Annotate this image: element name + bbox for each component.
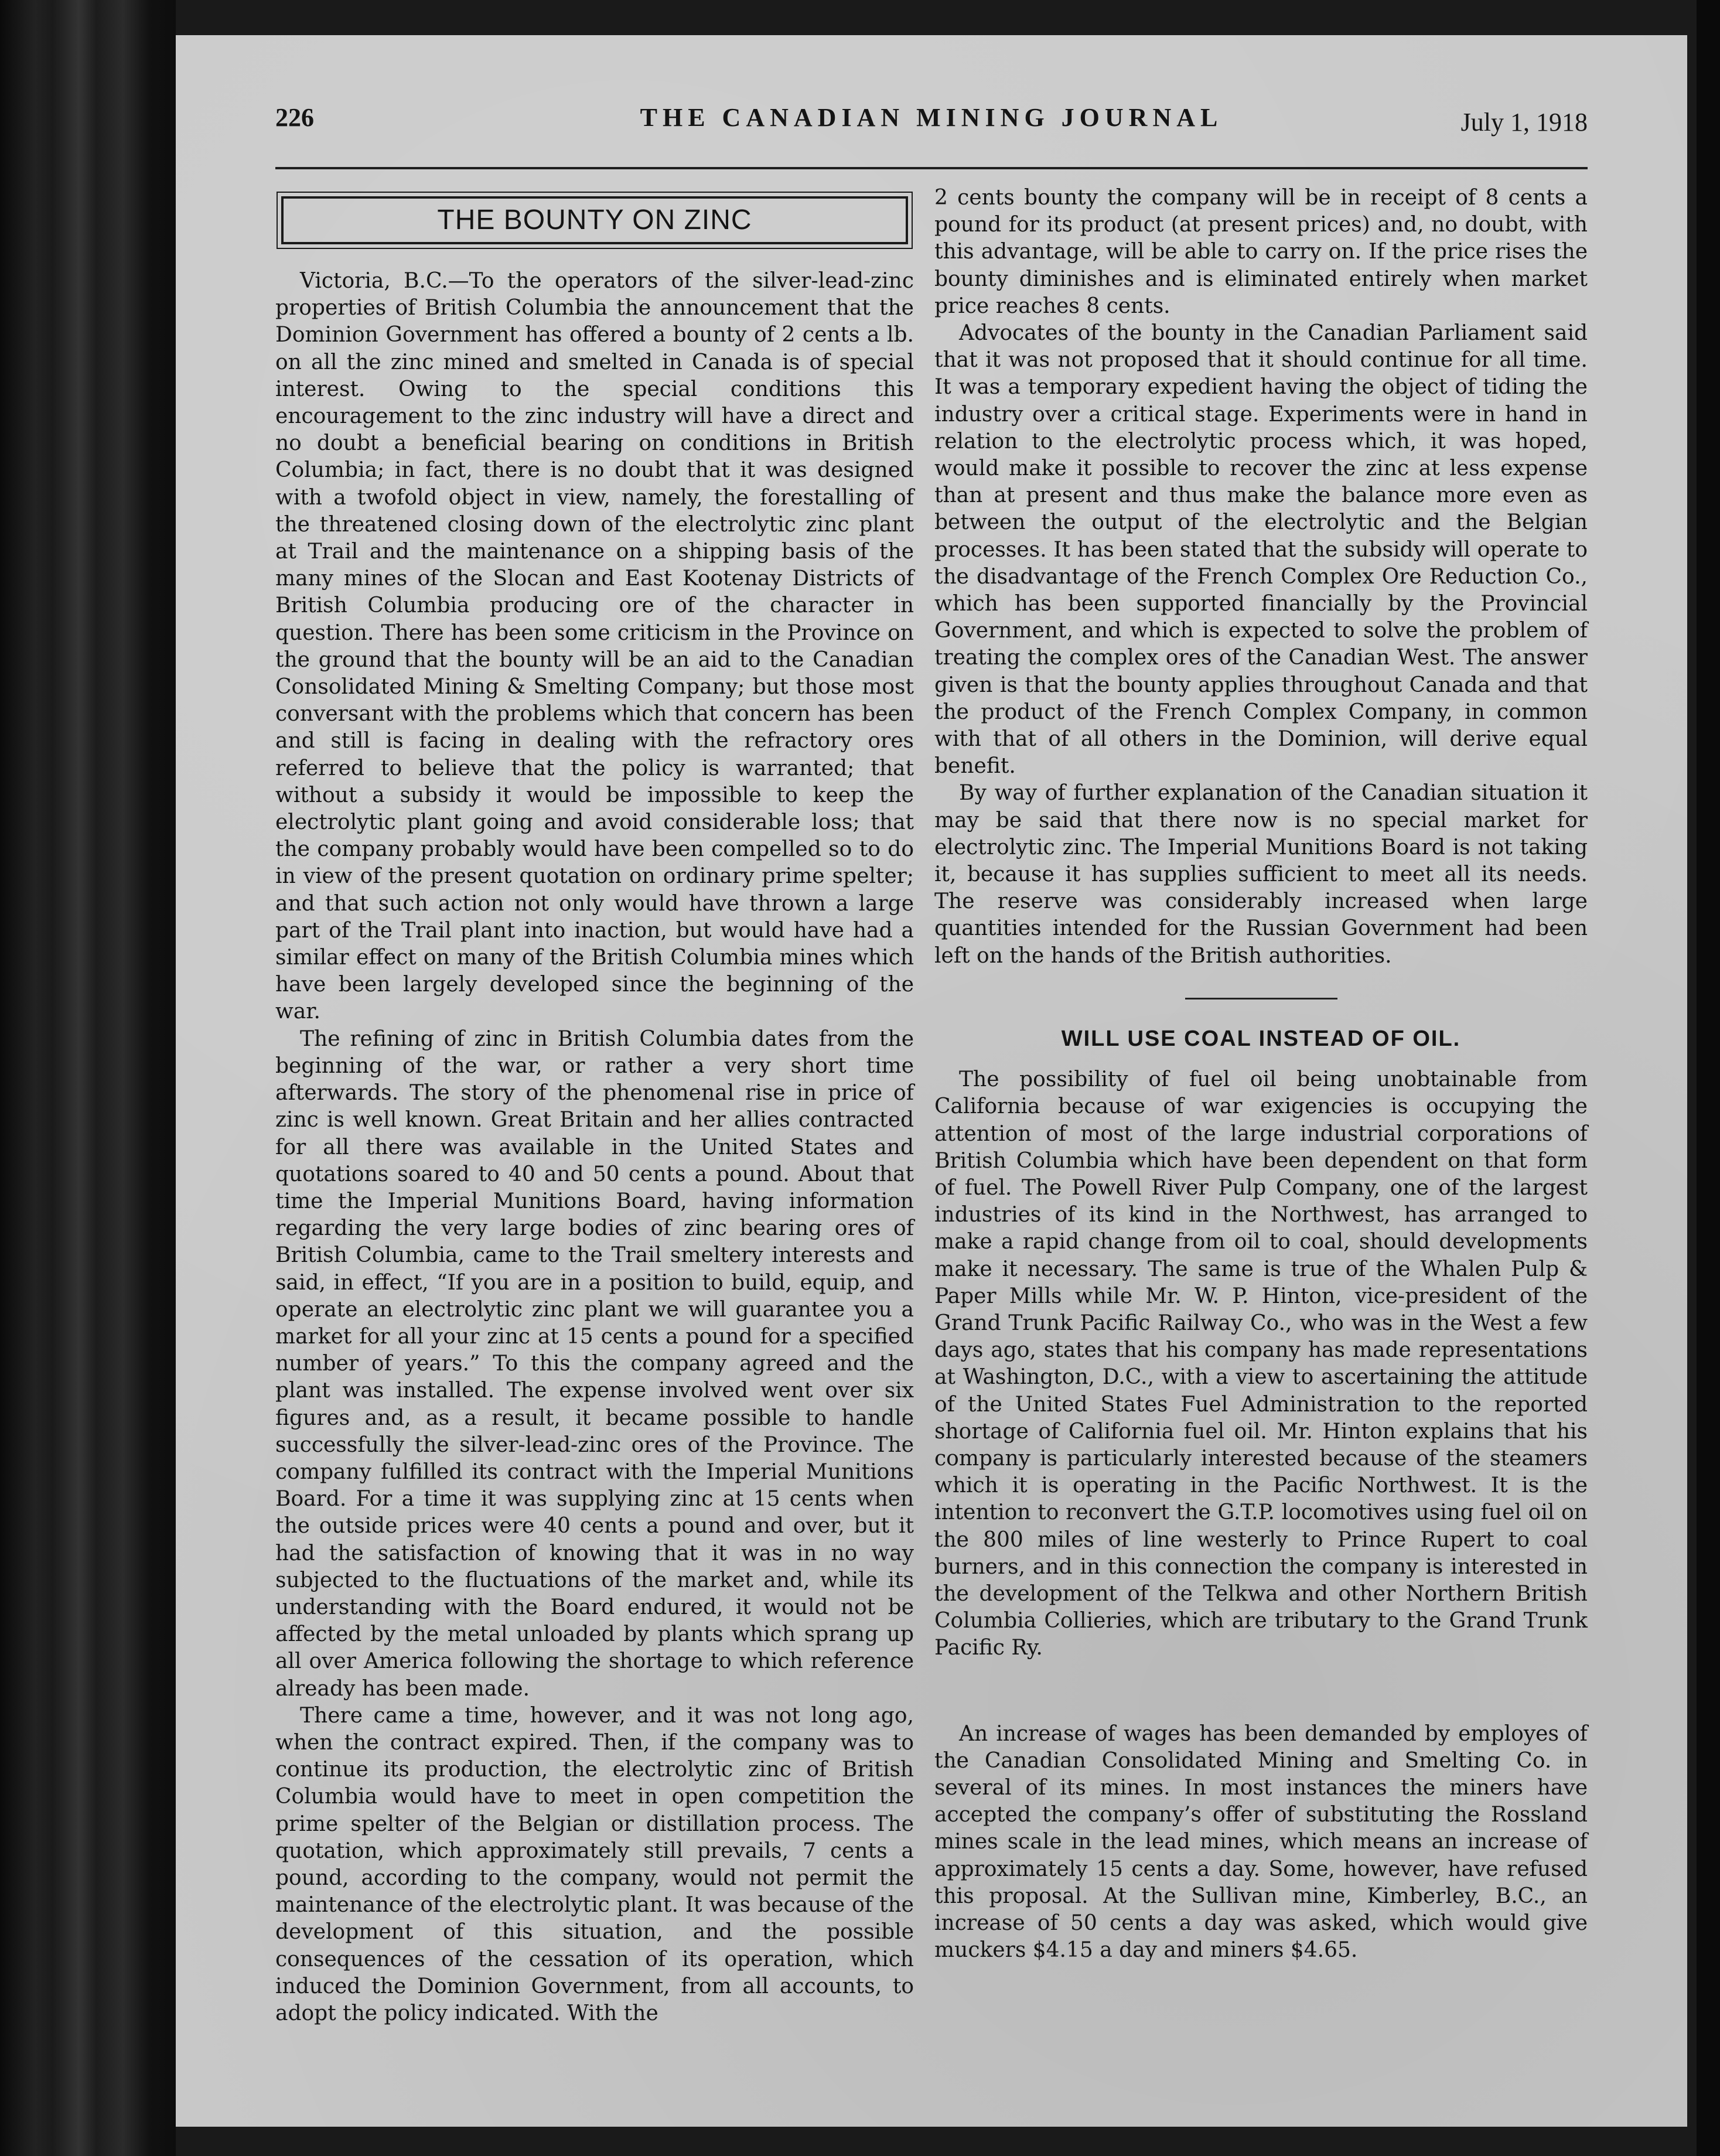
running-header: [275, 103, 1588, 169]
paragraph: Advocates of the bounty in the Canadian Parliament said that it was not proposed that it should continue for all time. It was a temporary expedient having the object of tiding the industry over a critical stage. Experiments were in hand in relation to the electrolytic process which, it was hoped, would make it possible to recover the zinc at less expense than at present and thus make the balance more even as between the output of the electrolytic and the Belgian processes. It has been stated that the subsidy will operate to the disadvantage of the French Complex Ore Reduction Co., which has been supported financially by the Provincial Government, and which is expected to solve the problem of treating the complex ores of the Canadian West. The answer given is that the bounty applies throughout Canada and that the product of the French Complex Company, in common with that of all others in the Dominion, will derive equal benefit.: [934, 321, 1588, 779]
right-column: [934, 185, 1588, 1964]
article-title: THE BOUNTY ON ZINC: [437, 204, 752, 236]
section-gap: [934, 1662, 1588, 1721]
article-title: WILL USE COAL INSTEAD OF OIL.: [1061, 1026, 1461, 1051]
paragraph: The refining of zinc in British Columbia dates from the beginning of the war, or rather a very short time afterwards. The story of the phenomenal rise in price of zinc is well known. Great Britain and her allies contracted for all there was available in the United States and quotations soared to 40 and 50 cents a pound. About that time the Imperial Munitions Board, having information regarding the very large bodies of zinc bearing ores of British Columbia, came to the Trail smeltery interests and said, in effect, “If you are in a position to build, equip, and operate an electrolytic zinc plant we will guarantee you a market for all your zinc at 15 cents a pound for a specified number of years.” To this the company agreed and the plant was installed. The expense involved went over six figures and, as a result, it became possible to handle successfully the silver-lead-zinc ores of the Province. The company fulfilled its contract with the Imperial Munitions Board. For a time it was supplying zinc at 15 cents when the outside prices were 40 cents a pound and over, but it had the satisfaction of knowing that it was in no way subjected to the fluctuations of the market and, while its understanding with the Board endured, it would not be affected by the metal unloaded by plants which sprang up all over America following the shortage to which reference already has been made.: [275, 1026, 914, 1701]
paragraph: Victoria, B.C.—To the operators of the silver-lead-zinc properties of British Columbia the announcement that the Dominion Government has offered a bounty of 2 cents a lb. on all the zinc mined and smelted in Canada is of special interest. Owing to the special conditions this encouragement to the zinc industry will have a direct and no doubt a beneficial bearing on conditions in British Columbia; in fact, there is no doubt that it was designed with a twofold object in view, namely, the forestalling of the threatened closing down of the electrolytic zinc plant at Trail and the maintenance on a shipping basis of the many mines of the Slocan and East Kootenay Districts of British Columbia producing ore of the character in question. There has been some criticism in the Province on the ground that the bounty will be an aid to the Canadian Consolidated Mining & Smelting Company; but those most conversant with the problems which that concern has been and still is facing in dealing with the refractory ores referred to believe that the policy is warranted; that without a subsidy it would be impossible to keep the electrolytic plant going and avoid considerable loss; that the company probably would have been compelled so to do in view of the present quotation on ordinary prime spelter; and that such action not only would have thrown a large part of the Trail plant into inaction, but would have had a similar effect on many of the British Columbia mines which have been largely developed since the beginning of the war.: [275, 269, 914, 1024]
section-divider: [1185, 998, 1337, 999]
page-number: 226: [275, 103, 314, 132]
journal-page: [176, 35, 1687, 2127]
paragraph-continued: 2 cents bounty the company will be in receipt of 8 cents a pound for its product (at present prices) and, no doubt, with this advantage, will be able to carry on. If the price rises the bounty diminishes and is eliminated entirely when market price reaches 8 cents.: [934, 186, 1588, 318]
paragraph: An increase of wages has been demanded by employes of the Canadian Consolidated Mining and Smelting Co. in several of its mines. In most instances the miners have accepted the company’s offer of substituting the Rossland mines scale in the lead mines, which means an increase of approximately 15 cents a day. Some, however, have refused this proposal. At the Sullivan mine, Kimberley, B.C., an increase of 50 cents a day was asked, which would give muckers $4.15 a day and miners $4.65.: [934, 1721, 1588, 1963]
issue-date: July 1, 1918: [1460, 108, 1588, 137]
scan-border: [1697, 0, 1720, 2156]
paragraph: The possibility of fuel oil being unobtainable from California because of war exigencies is occupying the attention of most of the large industrial corporations of British Columbia which have been dependent on that form of fuel. The Powell River Pulp Company, one of the largest industries of its kind in the Northwest, has arranged to make a rapid change from oil to coal, should developments make it necessary. The same is true of the Whalen Pulp & Paper Mills while Mr. W. P. Hinton, vice-president of the Grand Trunk Pacific Railway Co., who was in the West a few days ago, states that his company has made representations at Washington, D.C., with a view to ascertaining the attitude of the United States Fuel Administration to the reported shortage of California fuel oil. Mr. Hinton explains that his company is particularly interested because of the steamers which it is operating in the Pacific Northwest. It is the intention to reconvert the G.T.P. locomotives using fuel oil on the 800 miles of line westerly to Prince Rupert to coal burners, and in this connection the company is interested in the development of the Telkwa and other Northern British Columbia Collieries, which are tributary to the Grand Trunk Pacific Ry.: [934, 1067, 1588, 1660]
paragraph: There came a time, however, and it was not long ago, when the contract expired. Then, if the company was to continue its production, the electrolytic zinc of British Columbia would have to meet in open competition the prime spelter of the Belgian or distillation process. The quotation, which approximately still prevails, 7 cents a pound, according to the company, would not permit the maintenance of the electrolytic plant. It was because of the development of this situation, and the possible consequences of the cessation of its operation, which induced the Dominion Government, from all accounts, to adopt the policy indicated. With the: [275, 1703, 914, 2025]
paragraph: By way of further explanation of the Canadian situation it may be said that there now is no special market for electrolytic zinc. The Imperial Munitions Board is not taking it, because it has supplies sufficient to meet all its needs. The reserve was considerably increased when large quantities intended for the Russian Government had been left on the hands of the British authorities.: [934, 781, 1588, 968]
left-column: [275, 185, 914, 2027]
book-spine-edge: [0, 0, 176, 2156]
article-title-box: [281, 196, 908, 244]
journal-title: THE CANADIAN MINING JOURNAL: [640, 103, 1223, 132]
